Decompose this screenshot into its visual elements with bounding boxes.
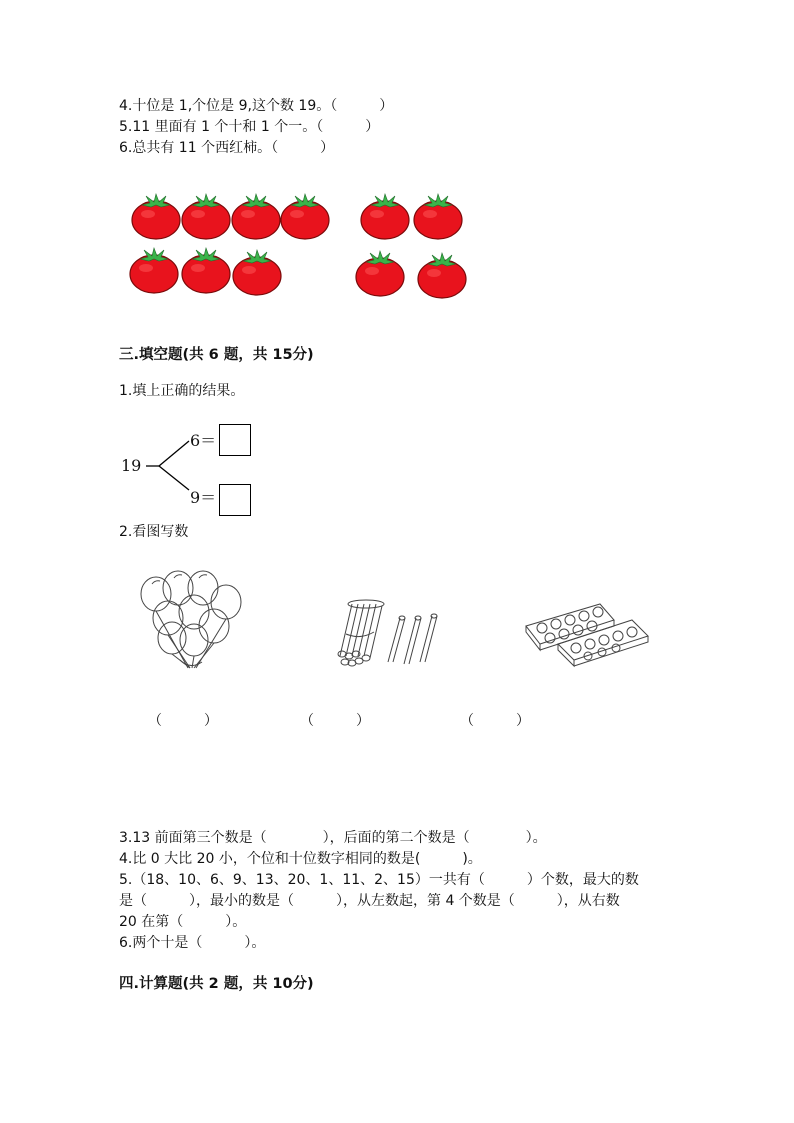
tomato-icon bbox=[356, 251, 404, 296]
sticks-icon bbox=[320, 596, 450, 676]
question-6-text: 6.两个十是（ ）。 bbox=[119, 935, 266, 951]
question-2-text: 2.看图写数 bbox=[119, 524, 189, 540]
answer-box-top[interactable] bbox=[219, 424, 251, 456]
tomato-icon bbox=[418, 253, 466, 298]
section-heading-3: 三.填空题(共 6 题，共 15分) bbox=[119, 347, 314, 363]
tomato-icon bbox=[182, 194, 230, 239]
judgement-item-6: 6.总共有 11 个西红柿。（ ） bbox=[119, 140, 335, 156]
question-5-line-2: 是（ ），最小的数是（ ），从左数起，第 4 个数是（ ），从右数 bbox=[119, 893, 620, 909]
answer-blank-sticks[interactable]: （ ） bbox=[300, 713, 370, 729]
question-5-line-3: 20 在第（ ）。 bbox=[119, 914, 247, 930]
question-5-line-1: 5.（18、10、6、9、13、20、1、11、2、15）一共有（ ）个数，最大的数 bbox=[119, 872, 639, 888]
tomato-icon bbox=[281, 194, 329, 239]
answer-blank-eggs[interactable]: （ ） bbox=[460, 713, 530, 729]
tomato-icon bbox=[132, 194, 180, 239]
egg-tray-icon bbox=[522, 598, 662, 678]
tomato-icon bbox=[130, 248, 178, 293]
balloons-icon bbox=[128, 568, 258, 678]
section-heading-4: 四.计算题(共 2 题，共 10分) bbox=[119, 976, 314, 992]
decomposition-whole: 19 bbox=[121, 456, 142, 475]
question-4-text: 4.比 0 大比 20 小，个位和十位数字相同的数是( )。 bbox=[119, 851, 482, 867]
tomato-icon bbox=[232, 194, 280, 239]
question-1-text: 1.填上正确的结果。 bbox=[119, 383, 245, 399]
question-3-text: 3.13 前面第三个数是（ ），后面的第二个数是（ ）。 bbox=[119, 830, 547, 846]
tomato-icon bbox=[414, 194, 462, 239]
tomato-icon bbox=[182, 248, 230, 293]
tomato-icon bbox=[233, 250, 281, 295]
decomposition-part-bottom: 9＝ bbox=[190, 488, 217, 507]
judgement-item-4: 4.十位是 1,个位是 9,这个数 19。（ ） bbox=[119, 98, 394, 114]
judgement-item-5: 5.11 里面有 1 个十和 1 个一。（ ） bbox=[119, 119, 380, 135]
answer-blank-balloons[interactable]: （ ） bbox=[148, 713, 218, 729]
tomato-icon bbox=[361, 194, 409, 239]
answer-box-bottom[interactable] bbox=[219, 484, 251, 516]
decomposition-part-top: 6＝ bbox=[190, 431, 217, 450]
